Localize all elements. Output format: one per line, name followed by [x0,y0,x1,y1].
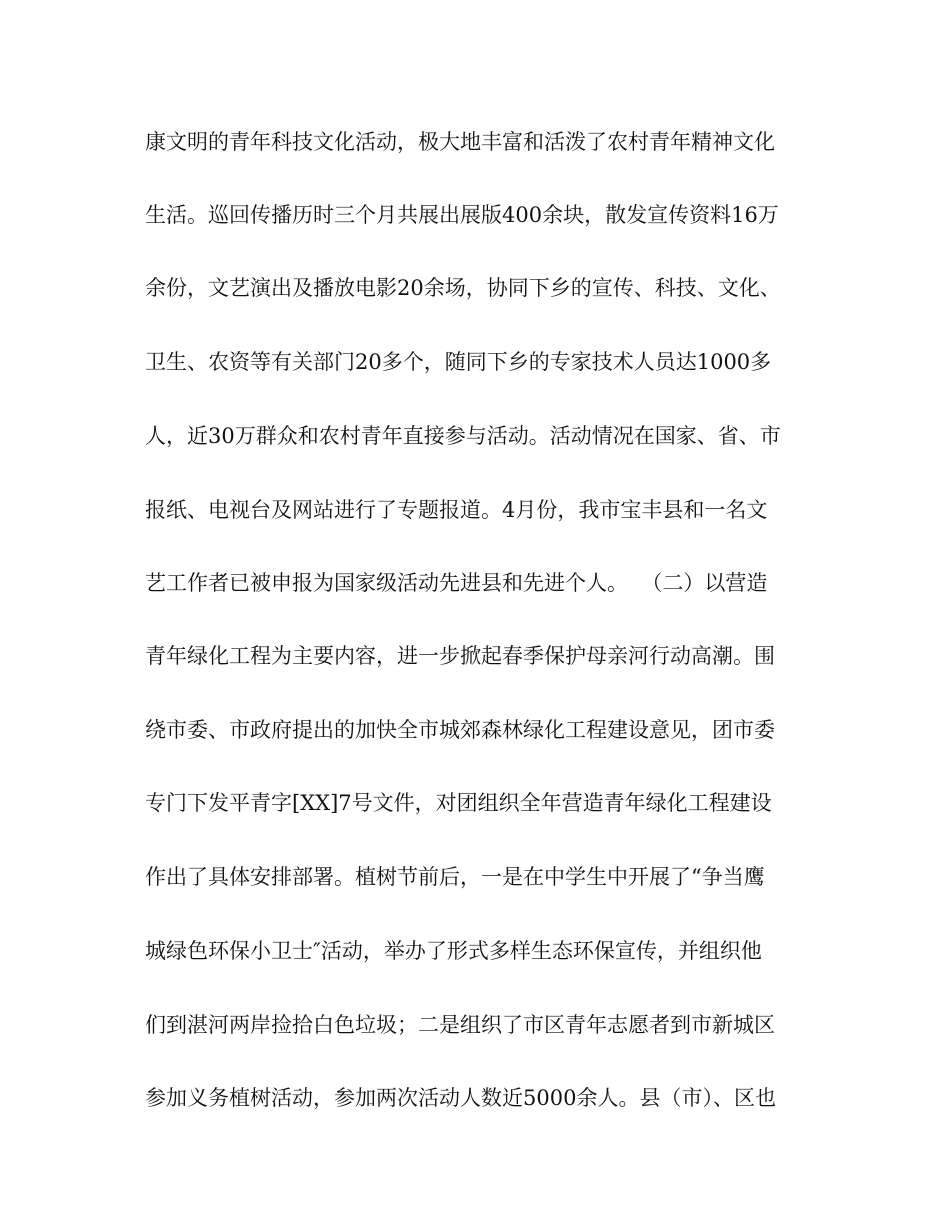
text-line: 参加义务植树活动，参加两次活动人数近5000余人。县（市）、区也 [145,1086,776,1110]
text-line: 报纸、电视台及网站进行了专题报道。4月份，我市宝丰县和一名文 [145,498,768,522]
text-line: 作出了具体安排部署。植树节前后，一是在中学生中开展了“争当鹰 [145,865,765,889]
text-line: 卫生、农资等有关部门20多个，随同下乡的专家技术人员达1000多 [145,350,772,374]
text-line: 余份，文艺演出及播放电影20余场，协同下乡的宣传、科技、文化、 [145,276,781,300]
text-line: 康文明的青年科技文化活动，极大地丰富和活泼了农村青年精神文化 [145,130,775,154]
text-line: 专门下发平青字[XX]7号文件，对团组织全年营造青年绿化工程建设 [145,791,772,815]
text-line: 们到湛河两岸捡拾白色垃圾；二是组织了市区青年志愿者到市新城区 [145,1013,775,1037]
text-line: 绕市委、市政府提出的加快全市城郊森林绿化工程建设意见，团市委 [145,718,775,742]
text-line: 艺工作者已被申报为国家级活动先进县和先进个人。 （二）以营造 [145,571,768,595]
text-line: 城绿色环保小卫士″活动，举办了形式多样生态环保宣传，并组织他 [145,939,762,963]
text-line: 青年绿化工程为主要内容，进一步掀起春季保护母亲河行动高潮。围 [145,644,775,668]
text-line: 生活。巡回传播历时三个月共展出展版400余块，散发宣传资料16万 [145,203,779,227]
text-line: 人，近30万群众和农村青年直接参与活动。活动情况在国家、省、市 [145,424,781,448]
